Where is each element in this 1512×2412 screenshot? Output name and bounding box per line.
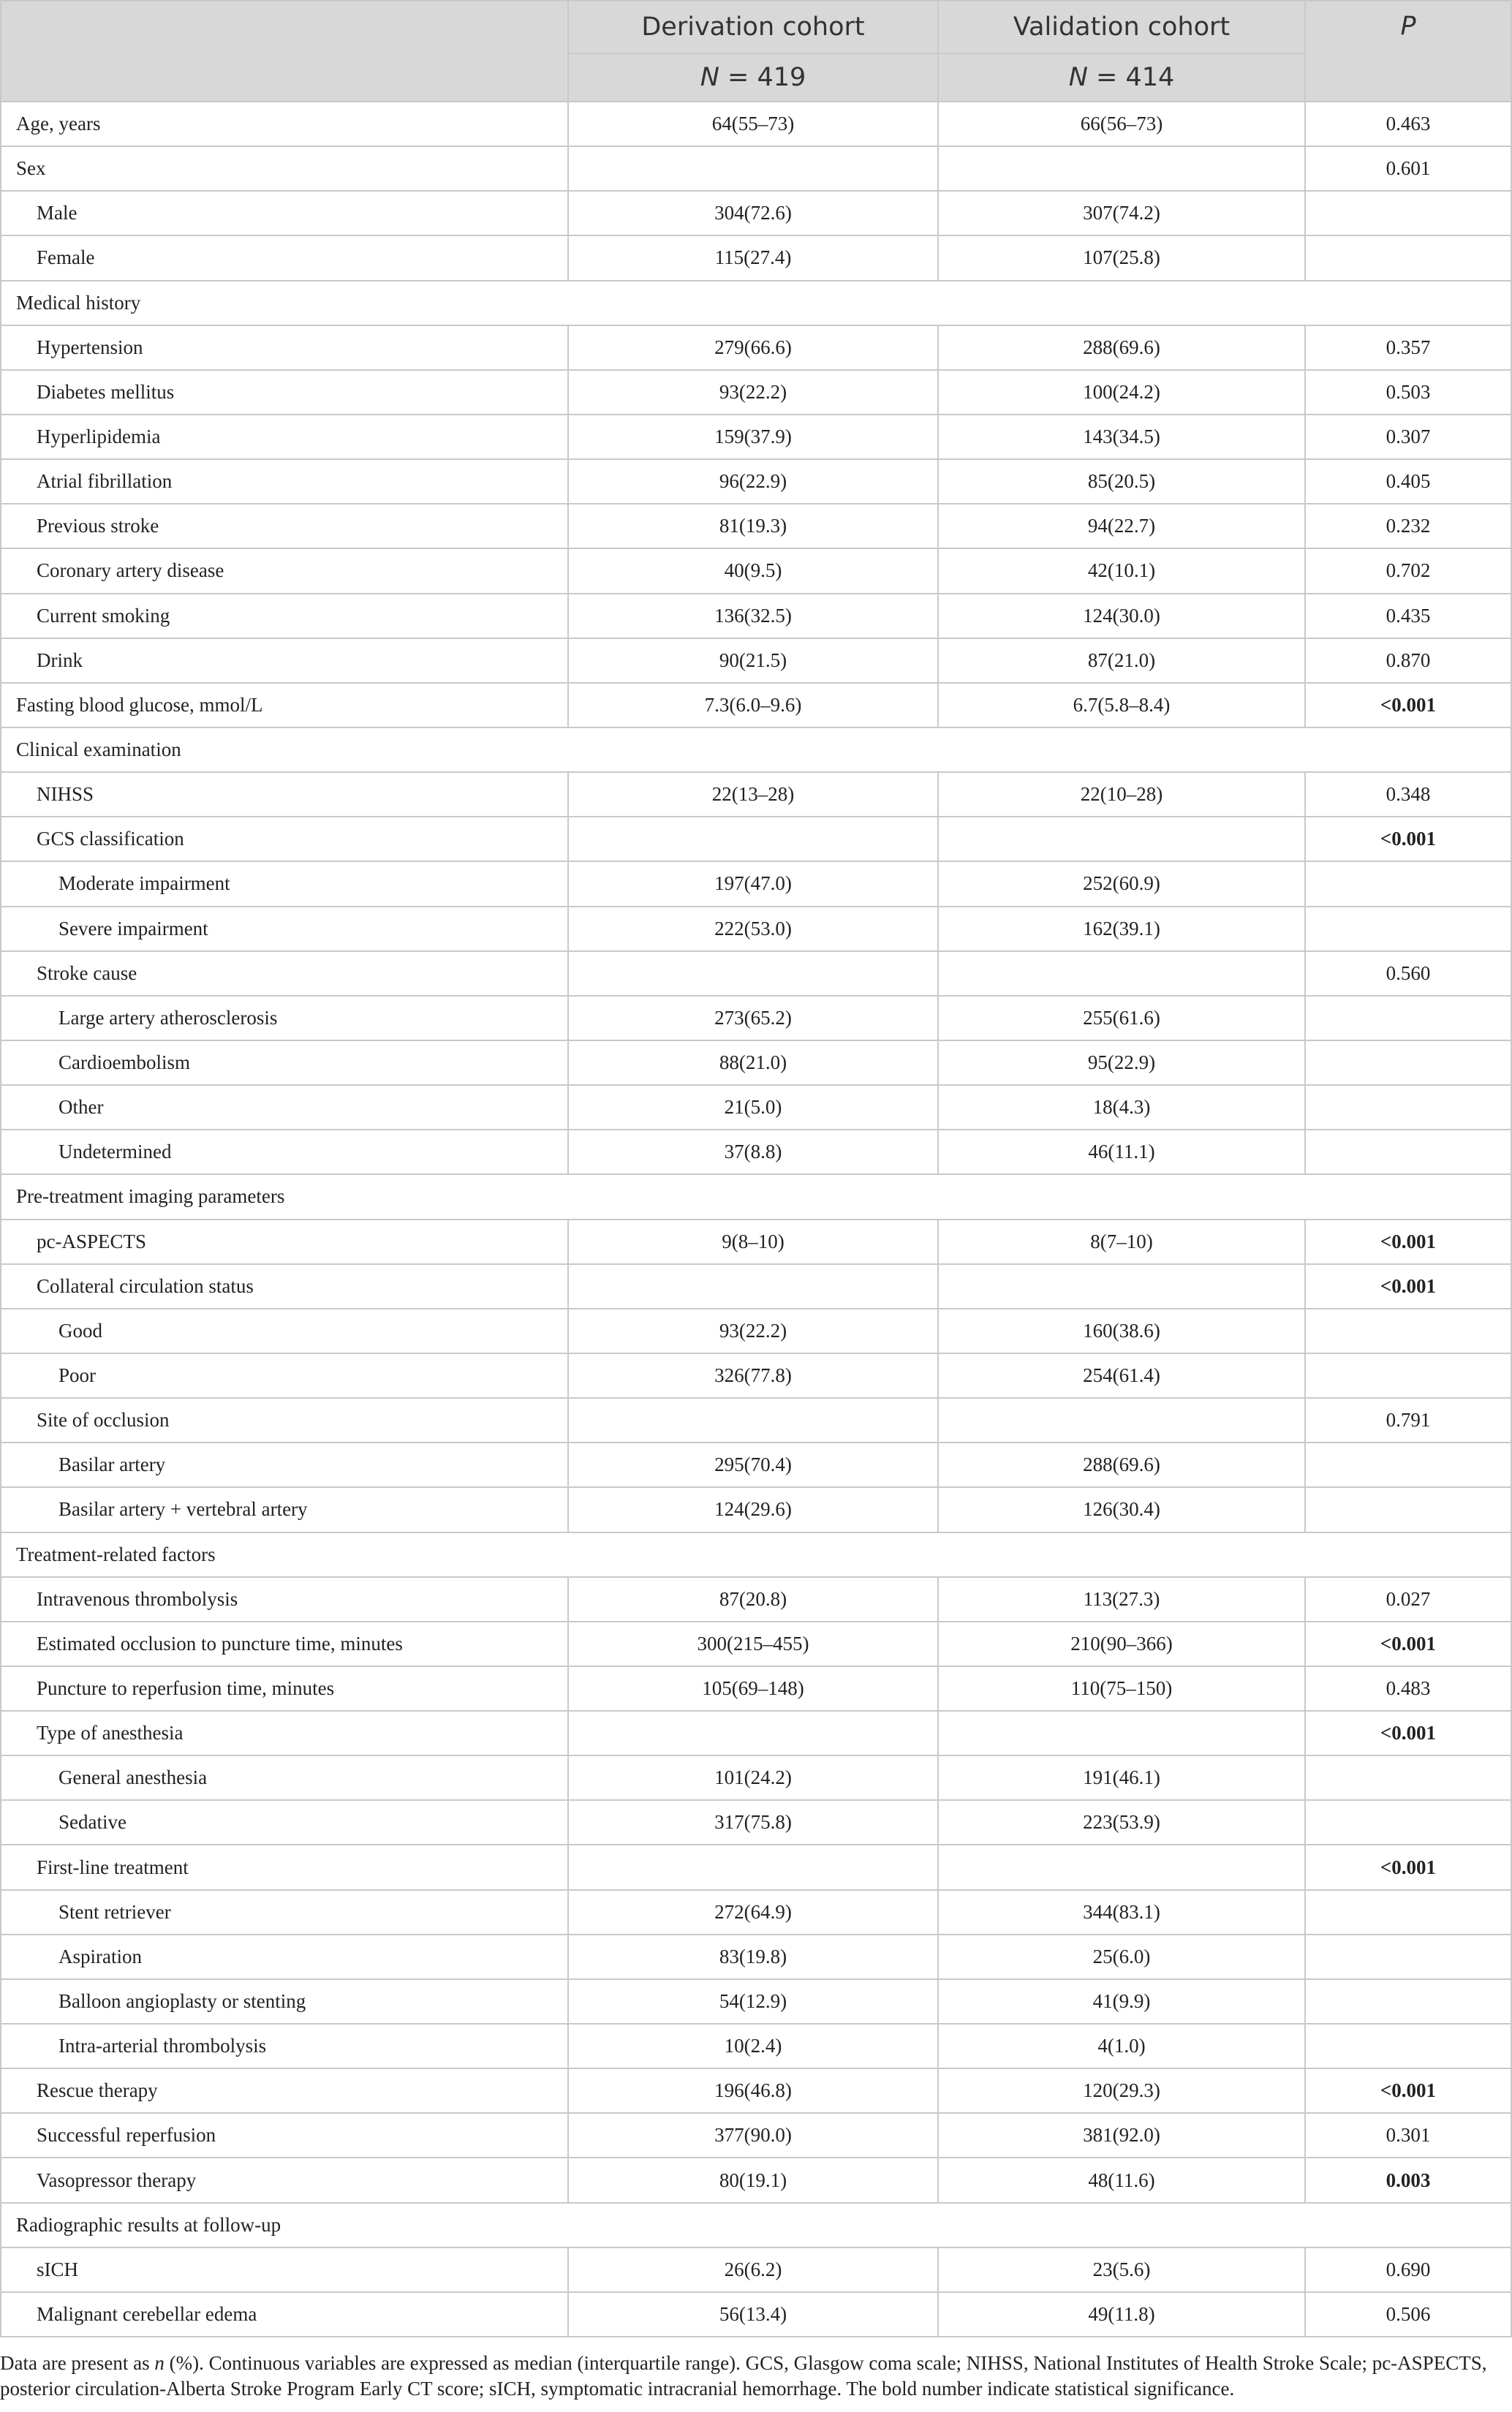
- p-value: 0.232: [1305, 504, 1511, 548]
- validation-value: 160(38.6): [938, 1309, 1305, 1353]
- derivation-value: [568, 951, 938, 996]
- validation-value: 49(11.8): [938, 2292, 1305, 2337]
- validation-value: 223(53.9): [938, 1800, 1305, 1845]
- section-label: Medical history: [1, 281, 1511, 325]
- derivation-value: [568, 1711, 938, 1755]
- p-value: [1305, 861, 1511, 906]
- variable-label: Collateral circulation status: [1, 1264, 568, 1309]
- p-value: <0.001: [1305, 1622, 1511, 1666]
- derivation-value: 81(19.3): [568, 504, 938, 548]
- validation-value: 42(10.1): [938, 548, 1305, 593]
- derivation-value: 21(5.0): [568, 1085, 938, 1130]
- validation-value: 94(22.7): [938, 504, 1305, 548]
- header-variable-cell: [1, 1, 568, 102]
- p-value: 0.702: [1305, 548, 1511, 593]
- derivation-value: 88(21.0): [568, 1040, 938, 1085]
- derivation-value: 40(9.5): [568, 548, 938, 593]
- section-row: [1, 281, 1511, 325]
- table-row: [1, 1443, 1511, 1487]
- p-value: [1305, 1130, 1511, 1174]
- validation-value: [938, 1845, 1305, 1889]
- table-row: [1, 594, 1511, 638]
- variable-label: GCS classification: [1, 817, 568, 861]
- p-value: <0.001: [1305, 817, 1511, 861]
- table-row: [1, 1622, 1511, 1666]
- table-row: [1, 907, 1511, 951]
- validation-value: 307(74.2): [938, 191, 1305, 235]
- validation-value: 23(5.6): [938, 2247, 1305, 2292]
- validation-value: [938, 1398, 1305, 1443]
- validation-value: 6.7(5.8–8.4): [938, 683, 1305, 727]
- validation-value: 87(21.0): [938, 638, 1305, 683]
- p-value: 0.560: [1305, 951, 1511, 996]
- table-row: [1, 1264, 1511, 1309]
- validation-value: 210(90–366): [938, 1622, 1305, 1666]
- table-row: [1, 415, 1511, 459]
- variable-label: Age, years: [1, 102, 568, 146]
- validation-value: 162(39.1): [938, 907, 1305, 951]
- validation-n-value: = 414: [1087, 63, 1175, 92]
- variable-label: Estimated occlusion to puncture time, minutes: [1, 1622, 568, 1666]
- table-row: [1, 548, 1511, 593]
- p-value: [1305, 1309, 1511, 1353]
- derivation-value: 136(32.5): [568, 594, 938, 638]
- variable-label: Hypertension: [1, 325, 568, 370]
- p-value: 0.405: [1305, 459, 1511, 504]
- validation-value: 124(30.0): [938, 594, 1305, 638]
- validation-value: 110(75–150): [938, 1666, 1305, 1711]
- table-row: [1, 325, 1511, 370]
- validation-value: 288(69.6): [938, 1443, 1305, 1487]
- table-header: [1, 1, 1511, 102]
- derivation-value: 10(2.4): [568, 2024, 938, 2068]
- validation-value: 100(24.2): [938, 370, 1305, 415]
- derivation-n-symbol: N: [700, 63, 719, 92]
- validation-value: [938, 1711, 1305, 1755]
- table-row: [1, 1487, 1511, 1532]
- table-row: [1, 235, 1511, 280]
- derivation-value: 101(24.2): [568, 1755, 938, 1800]
- variable-label: NIHSS: [1, 772, 568, 817]
- derivation-n-value: = 419: [719, 63, 806, 92]
- validation-value: 4(1.0): [938, 2024, 1305, 2068]
- variable-label: Intravenous thrombolysis: [1, 1577, 568, 1622]
- validation-value: 255(61.6): [938, 996, 1305, 1040]
- p-value: 0.357: [1305, 325, 1511, 370]
- validation-value: [938, 1264, 1305, 1309]
- derivation-value: [568, 1845, 938, 1889]
- p-value: <0.001: [1305, 1845, 1511, 1889]
- variable-label: General anesthesia: [1, 1755, 568, 1800]
- header-validation-n: [938, 53, 1305, 102]
- p-value: 0.348: [1305, 772, 1511, 817]
- section-label: Treatment-related factors: [1, 1532, 1511, 1577]
- variable-label: Basilar artery + vertebral artery: [1, 1487, 568, 1532]
- variable-label: Poor: [1, 1353, 568, 1398]
- table-row: [1, 1220, 1511, 1264]
- validation-value: 113(27.3): [938, 1577, 1305, 1622]
- derivation-value: 93(22.2): [568, 370, 938, 415]
- variable-label: Sedative: [1, 1800, 568, 1845]
- p-value: <0.001: [1305, 1711, 1511, 1755]
- table-row: [1, 2247, 1511, 2292]
- p-value: 0.503: [1305, 370, 1511, 415]
- derivation-value: 56(13.4): [568, 2292, 938, 2337]
- variable-label: Female: [1, 235, 568, 280]
- variable-label: Previous stroke: [1, 504, 568, 548]
- validation-value: 22(10–28): [938, 772, 1305, 817]
- variable-label: Vasopressor therapy: [1, 2158, 568, 2202]
- table-row: [1, 1845, 1511, 1889]
- section-row: [1, 1532, 1511, 1577]
- section-label: Pre-treatment imaging parameters: [1, 1174, 1511, 1219]
- derivation-value: 377(90.0): [568, 2113, 938, 2158]
- table-row: [1, 951, 1511, 996]
- validation-value: 344(83.1): [938, 1890, 1305, 1935]
- p-value: 0.483: [1305, 1666, 1511, 1711]
- table-row: [1, 1085, 1511, 1130]
- p-value: 0.791: [1305, 1398, 1511, 1443]
- footnote-n-symbol: n: [154, 2352, 165, 2374]
- table-row: [1, 1711, 1511, 1755]
- variable-label: Male: [1, 191, 568, 235]
- derivation-value: 196(46.8): [568, 2068, 938, 2113]
- table-row: [1, 1353, 1511, 1398]
- table-footnote: [0, 2351, 1506, 2402]
- derivation-value: 80(19.1): [568, 2158, 938, 2202]
- validation-value: 85(20.5): [938, 459, 1305, 504]
- p-value: [1305, 1353, 1511, 1398]
- variable-label: Stent retriever: [1, 1890, 568, 1935]
- table-row: [1, 861, 1511, 906]
- p-value: [1305, 1800, 1511, 1845]
- table-row: [1, 996, 1511, 1040]
- footnote-text: (%). Continuous variables are expressed as median (interquartile range). GCS, Glasgow coma scale; NIHSS, National Institutes of Health Stroke Scale; pc-ASPECTS, posterior circulation-Alberta Stroke Program Early CT score; sICH, symptomatic intracranial hemorrhage. The bold number indicate statistical significance.: [0, 2352, 1487, 2400]
- validation-n-symbol: N: [1068, 63, 1088, 92]
- table-row: [1, 459, 1511, 504]
- p-value: [1305, 2024, 1511, 2068]
- table-row: [1, 1935, 1511, 1979]
- validation-value: 66(56–73): [938, 102, 1305, 146]
- derivation-value: [568, 1264, 938, 1309]
- variable-label: Good: [1, 1309, 568, 1353]
- table-row: [1, 1755, 1511, 1800]
- derivation-value: 37(8.8): [568, 1130, 938, 1174]
- table-row: [1, 683, 1511, 727]
- variable-label: Malignant cerebellar edema: [1, 2292, 568, 2337]
- p-value: [1305, 1085, 1511, 1130]
- derivation-value: 279(66.6): [568, 325, 938, 370]
- p-value: 0.506: [1305, 2292, 1511, 2337]
- p-value: <0.001: [1305, 683, 1511, 727]
- derivation-value: 124(29.6): [568, 1487, 938, 1532]
- section-label: Clinical examination: [1, 727, 1511, 772]
- validation-value: 41(9.9): [938, 1979, 1305, 2024]
- derivation-value: 197(47.0): [568, 861, 938, 906]
- derivation-value: 64(55–73): [568, 102, 938, 146]
- section-row: [1, 2203, 1511, 2247]
- p-value: [1305, 191, 1511, 235]
- variable-label: Other: [1, 1085, 568, 1130]
- derivation-value: 222(53.0): [568, 907, 938, 951]
- p-value: 0.307: [1305, 415, 1511, 459]
- validation-value: 18(4.3): [938, 1085, 1305, 1130]
- derivation-value: 317(75.8): [568, 1800, 938, 1845]
- variable-label: Current smoking: [1, 594, 568, 638]
- derivation-value: 83(19.8): [568, 1935, 938, 1979]
- validation-value: [938, 817, 1305, 861]
- derivation-value: 22(13–28): [568, 772, 938, 817]
- variable-label: Type of anesthesia: [1, 1711, 568, 1755]
- section-row: [1, 1174, 1511, 1219]
- table-row: [1, 2158, 1511, 2202]
- p-value: 0.601: [1305, 146, 1511, 191]
- variable-label: Moderate impairment: [1, 861, 568, 906]
- variable-label: Undetermined: [1, 1130, 568, 1174]
- p-value: [1305, 1755, 1511, 1800]
- validation-value: 126(30.4): [938, 1487, 1305, 1532]
- derivation-value: 87(20.8): [568, 1577, 938, 1622]
- derivation-value: 105(69–148): [568, 1666, 938, 1711]
- derivation-value: 295(70.4): [568, 1443, 938, 1487]
- variable-label: Intra-arterial thrombolysis: [1, 2024, 568, 2068]
- table-row: [1, 1040, 1511, 1085]
- section-row: [1, 727, 1511, 772]
- p-value: 0.870: [1305, 638, 1511, 683]
- derivation-value: 326(77.8): [568, 1353, 938, 1398]
- derivation-value: 9(8–10): [568, 1220, 938, 1264]
- p-value: [1305, 235, 1511, 280]
- table-row: [1, 2068, 1511, 2113]
- table-row: [1, 2292, 1511, 2337]
- derivation-value: 90(21.5): [568, 638, 938, 683]
- p-value: <0.001: [1305, 1220, 1511, 1264]
- header-derivation-cohort: Derivation cohort: [568, 1, 938, 53]
- table-row: [1, 1577, 1511, 1622]
- validation-value: [938, 951, 1305, 996]
- header-derivation-n: [568, 53, 938, 102]
- derivation-value: [568, 817, 938, 861]
- validation-value: 8(7–10): [938, 1220, 1305, 1264]
- derivation-value: 300(215–455): [568, 1622, 938, 1666]
- table-row: [1, 2024, 1511, 2068]
- validation-value: 48(11.6): [938, 2158, 1305, 2202]
- validation-value: 120(29.3): [938, 2068, 1305, 2113]
- variable-label: pc-ASPECTS: [1, 1220, 568, 1264]
- variable-label: Sex: [1, 146, 568, 191]
- derivation-value: 272(64.9): [568, 1890, 938, 1935]
- p-value: [1305, 1979, 1511, 2024]
- p-value: [1305, 907, 1511, 951]
- table-row: [1, 1979, 1511, 2024]
- derivation-value: 54(12.9): [568, 1979, 938, 2024]
- footnote-prefix: Data are present as: [0, 2352, 155, 2374]
- p-value: [1305, 996, 1511, 1040]
- table-row: [1, 191, 1511, 235]
- derivation-value: [568, 146, 938, 191]
- p-value: [1305, 1890, 1511, 1935]
- table-row: [1, 1666, 1511, 1711]
- variable-label: Coronary artery disease: [1, 548, 568, 593]
- table-row: [1, 1130, 1511, 1174]
- variable-label: Drink: [1, 638, 568, 683]
- p-value: [1305, 1487, 1511, 1532]
- derivation-value: 115(27.4): [568, 235, 938, 280]
- derivation-value: 304(72.6): [568, 191, 938, 235]
- derivation-value: 26(6.2): [568, 2247, 938, 2292]
- variable-label: Site of occlusion: [1, 1398, 568, 1443]
- variable-label: Diabetes mellitus: [1, 370, 568, 415]
- validation-value: 107(25.8): [938, 235, 1305, 280]
- derivation-value: 93(22.2): [568, 1309, 938, 1353]
- derivation-value: 7.3(6.0–9.6): [568, 683, 938, 727]
- variable-label: Cardioembolism: [1, 1040, 568, 1085]
- p-value: 0.301: [1305, 2113, 1511, 2158]
- table-row: [1, 102, 1511, 146]
- table-row: [1, 1800, 1511, 1845]
- p-value: [1305, 1040, 1511, 1085]
- p-value: 0.463: [1305, 102, 1511, 146]
- validation-value: 252(60.9): [938, 861, 1305, 906]
- p-value: 0.690: [1305, 2247, 1511, 2292]
- p-value: 0.003: [1305, 2158, 1511, 2202]
- variable-label: Puncture to reperfusion time, minutes: [1, 1666, 568, 1711]
- variable-label: Aspiration: [1, 1935, 568, 1979]
- p-value: [1305, 1443, 1511, 1487]
- p-value: <0.001: [1305, 1264, 1511, 1309]
- section-label: Radiographic results at follow-up: [1, 2203, 1511, 2247]
- validation-value: 191(46.1): [938, 1755, 1305, 1800]
- p-value: [1305, 1935, 1511, 1979]
- validation-value: 254(61.4): [938, 1353, 1305, 1398]
- derivation-value: 273(65.2): [568, 996, 938, 1040]
- validation-value: 95(22.9): [938, 1040, 1305, 1085]
- header-validation-cohort: Validation cohort: [938, 1, 1305, 53]
- variable-label: Rescue therapy: [1, 2068, 568, 2113]
- table-row: [1, 2113, 1511, 2158]
- table-row: [1, 146, 1511, 191]
- variable-label: Successful reperfusion: [1, 2113, 568, 2158]
- variable-label: Stroke cause: [1, 951, 568, 996]
- header-p-value: P: [1305, 1, 1511, 102]
- table-row: [1, 772, 1511, 817]
- table-row: [1, 1890, 1511, 1935]
- validation-value: 143(34.5): [938, 415, 1305, 459]
- variable-label: Atrial fibrillation: [1, 459, 568, 504]
- p-value: 0.027: [1305, 1577, 1511, 1622]
- variable-label: sICH: [1, 2247, 568, 2292]
- variable-label: Large artery atherosclerosis: [1, 996, 568, 1040]
- validation-value: 25(6.0): [938, 1935, 1305, 1979]
- table-row: [1, 1309, 1511, 1353]
- variable-label: Hyperlipidemia: [1, 415, 568, 459]
- validation-value: 46(11.1): [938, 1130, 1305, 1174]
- table-row: [1, 1398, 1511, 1443]
- table-body: [1, 102, 1511, 2337]
- validation-value: 381(92.0): [938, 2113, 1305, 2158]
- p-value: 0.435: [1305, 594, 1511, 638]
- variable-label: Fasting blood glucose, mmol/L: [1, 683, 568, 727]
- derivation-value: 159(37.9): [568, 415, 938, 459]
- table-row: [1, 638, 1511, 683]
- table-row: [1, 817, 1511, 861]
- derivation-value: [568, 1398, 938, 1443]
- variable-label: Basilar artery: [1, 1443, 568, 1487]
- p-value: <0.001: [1305, 2068, 1511, 2113]
- variable-label: Balloon angioplasty or stenting: [1, 1979, 568, 2024]
- variable-label: Severe impairment: [1, 907, 568, 951]
- validation-value: [938, 146, 1305, 191]
- variable-label: First-line treatment: [1, 1845, 568, 1889]
- validation-value: 288(69.6): [938, 325, 1305, 370]
- derivation-value: 96(22.9): [568, 459, 938, 504]
- table-row: [1, 504, 1511, 548]
- table-row: [1, 370, 1511, 415]
